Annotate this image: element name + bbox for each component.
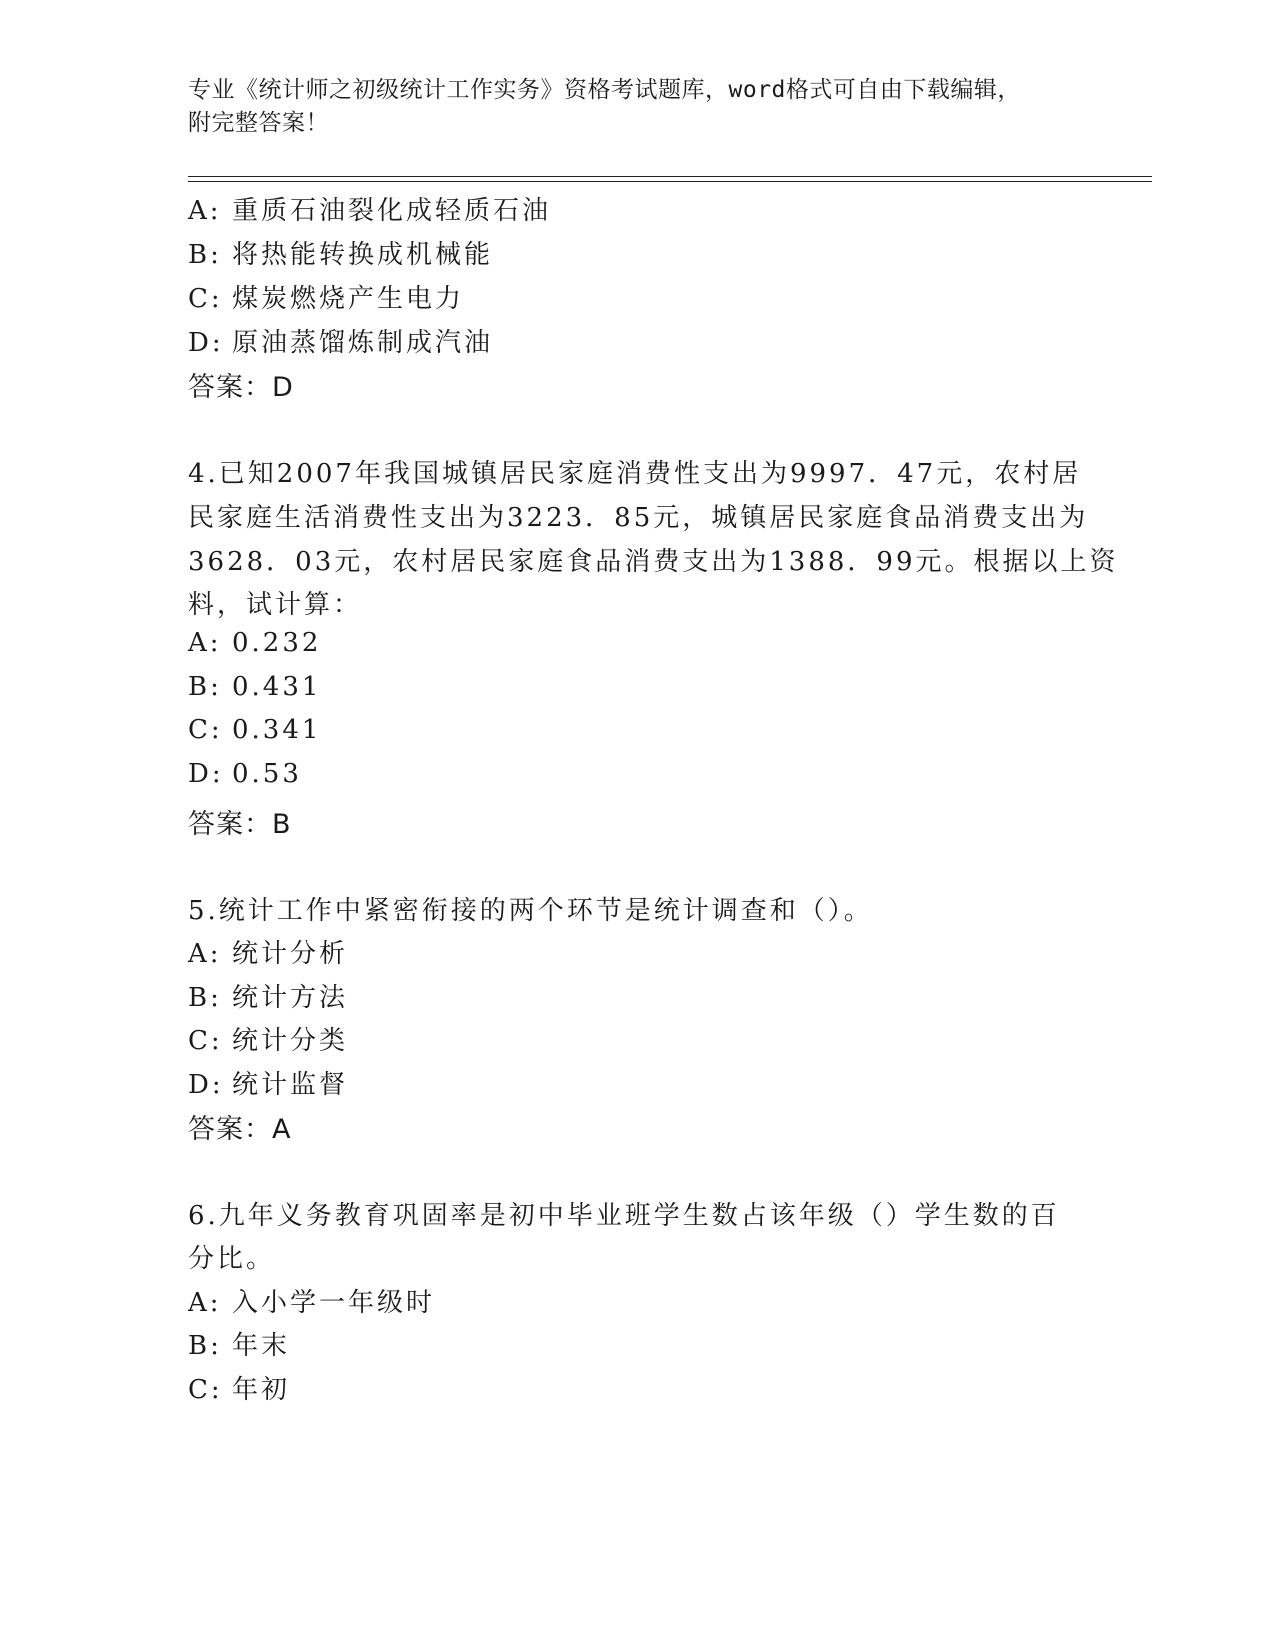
question-4-line-3: 3628．03元，农村居民家庭食品消费支出为1388．99元。根据以上资 (188, 547, 1119, 577)
header-line-2: 附完整答案！ (188, 110, 329, 136)
answer-line: 答案：A (188, 1114, 292, 1145)
option-text: 统计分类 (232, 1026, 349, 1056)
option-d (188, 322, 493, 359)
option-letter: B: (188, 672, 222, 702)
option-letter: C: (188, 1026, 223, 1056)
option-a (188, 190, 551, 227)
option-d (188, 759, 302, 789)
option-letter: B: (188, 240, 222, 270)
option-b (188, 234, 493, 271)
option-letter: D: (188, 759, 224, 789)
option-text: 煤炭燃烧产生电力 (232, 284, 465, 314)
document-header (188, 74, 1088, 140)
option-text: 统计分析 (232, 939, 349, 969)
answer-line: 答案：D (188, 372, 294, 403)
option-d (188, 1064, 348, 1101)
option-letter: C: (188, 284, 223, 314)
option-text: 0.341 (232, 715, 322, 745)
option-text: 将热能转换成机械能 (232, 240, 494, 270)
option-text: 统计方法 (232, 983, 349, 1013)
option-letter: C: (188, 715, 223, 745)
option-letter: A: (188, 628, 222, 658)
option-letter: B: (188, 983, 222, 1013)
option-a (188, 933, 348, 970)
option-letter: A: (188, 939, 222, 969)
option-letter: D: (188, 328, 224, 358)
option-text: 年初 (232, 1375, 291, 1405)
question-6-line-2: 分比。 (188, 1244, 276, 1274)
question-4-line-1: 4.已知2007年我国城镇居民家庭消费性支出为9997．47元，农村居 (188, 459, 1082, 489)
header-divider-top (188, 176, 1152, 177)
answer-line: 答案：B (188, 809, 292, 840)
question-4-line-4: 料，试计算： (188, 590, 363, 620)
option-b (188, 977, 348, 1014)
option-letter: A: (188, 196, 222, 226)
option-letter: A: (188, 1288, 222, 1318)
option-letter: D: (188, 1070, 224, 1100)
option-b (188, 672, 321, 702)
option-text: 0.232 (232, 628, 322, 658)
option-letter: B: (188, 1331, 222, 1361)
question-5-line-1: 5.统计工作中紧密衔接的两个环节是统计调查和（）。 (188, 896, 873, 926)
option-text: 入小学一年级时 (232, 1288, 436, 1318)
option-b (188, 1325, 290, 1362)
option-a (188, 1282, 435, 1319)
option-text: 0.53 (232, 759, 302, 789)
option-c (188, 1369, 290, 1406)
option-letter: C: (188, 1375, 223, 1405)
option-text: 重质石油裂化成轻质石油 (232, 196, 552, 226)
question-4-line-2: 民家庭生活消费性支出为3223．85元，城镇居民家庭食品消费支出为 (188, 503, 1089, 533)
option-a (188, 628, 321, 658)
option-c (188, 715, 321, 745)
question-6-line-1: 6.九年义务教育巩固率是初中毕业班学生数占该年级（）学生数的百 (188, 1201, 1060, 1231)
header-divider-bottom (188, 181, 1152, 182)
option-text: 原油蒸馏炼制成汽油 (232, 328, 494, 358)
option-text: 年末 (232, 1331, 291, 1361)
option-c (188, 1020, 348, 1057)
option-c (188, 278, 464, 315)
option-text: 0.431 (232, 672, 322, 702)
header-line-1: 专业《统计师之初级统计工作实务》资格考试题库，word格式可自由下载编辑， (188, 77, 1021, 103)
option-text: 统计监督 (232, 1070, 349, 1100)
